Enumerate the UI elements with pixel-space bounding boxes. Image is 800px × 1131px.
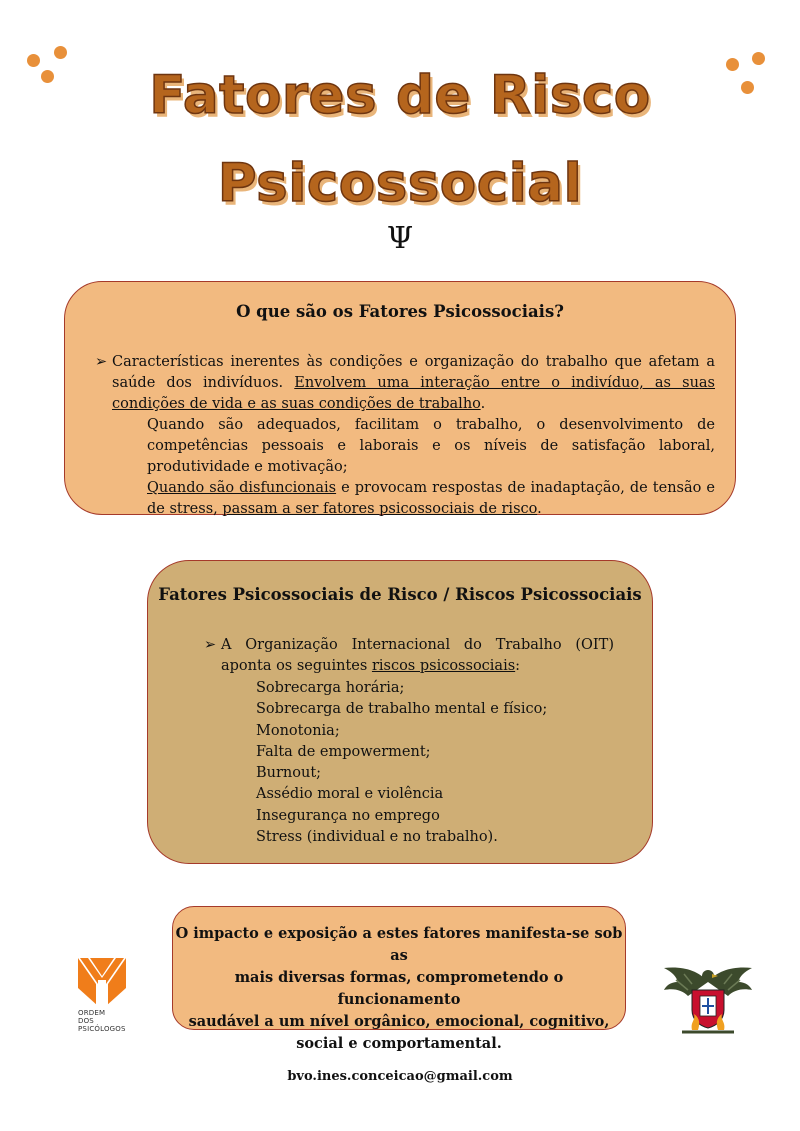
list-item: Monotonia; <box>256 722 340 739</box>
logo-line: ORDEM <box>78 1009 106 1017</box>
section-impact <box>172 906 626 1052</box>
list-item: Falta de empowerment; <box>256 743 431 760</box>
impact-line: O impacto e exposição a estes fatores manifesta-se sob as <box>175 925 623 964</box>
page-title-line-2: Psicossocial <box>217 153 583 214</box>
bullet-arrow-icon: ➢ <box>204 637 217 653</box>
contact-email: bvo.ines.conceicao@gmail.com <box>287 1069 513 1084</box>
section1-heading: O que são os Fatores Psicossociais? <box>236 302 564 321</box>
list-item: Sobrecarga horária; <box>256 680 405 696</box>
section1-p1-text: Características inerentes às condições e organização do trabalho que afetam a saúde dos indivíduos. <box>112 354 715 391</box>
list-item: Sobrecarga de trabalho mental e físico; <box>256 701 548 718</box>
section2-intro-end: : <box>515 658 521 674</box>
page-title-line-1: Fatores de Risco <box>149 65 651 126</box>
section1-p3-end: . <box>537 501 542 517</box>
psi-symbol: Ψ <box>386 221 414 256</box>
section-what-are-factors <box>64 281 736 515</box>
risk-list <box>204 678 614 848</box>
section2-intro <box>204 635 614 677</box>
section2-intro-text: A Organização Internacional do Trabalho (OIT) aponta os seguintes <box>221 637 614 674</box>
fire-brigade-crest-icon <box>662 960 754 1036</box>
section2-intro-underlined: riscos psicossociais <box>371 658 516 674</box>
list-item: Burnout; <box>256 765 322 782</box>
section1-p1-underlined: Envolvem uma interação entre o indivíduo, as suas condições de vida e as suas condições de trabalho <box>112 375 715 412</box>
section1-p3-underlined-b: passam a ser fatores psicossociais de risco <box>222 501 538 517</box>
section1-p2: Quando são adequados, facilitam o trabalho, o desenvolvimento de competências pessoais e laborais e os níveis de satisfação laboral, produtividade e motivação; <box>147 417 715 475</box>
bullet-arrow-icon: ➢ <box>95 354 108 370</box>
section1-p3 <box>95 478 715 520</box>
section2-heading: Fatores Psicossociais de Risco / Riscos Psicossociais <box>158 585 642 604</box>
section-risk-factors <box>147 560 653 864</box>
section1-bullet-paragraph <box>95 352 715 415</box>
section1-p3-underlined-a: Quando são disfuncionais <box>147 480 337 496</box>
impact-line: saudável a um nível orgânico, emocional, cognitivo, <box>188 1013 610 1030</box>
impact-text <box>173 923 625 1055</box>
ordem-psicologos-logo-text <box>78 1009 158 1033</box>
impact-line: social e comportamental. <box>296 1035 502 1052</box>
impact-line: mais diversas formas, comprometendo o funcionamento <box>234 969 564 1008</box>
list-item: Stress (individual e no trabalho). <box>256 829 498 846</box>
list-item: Insegurança no emprego <box>256 807 440 824</box>
section1-p1-end: . <box>480 396 486 412</box>
list-item: Assédio moral e violência <box>256 786 444 803</box>
logo-line: DOS <box>78 1017 94 1025</box>
logo-line: PSICÓLOGOS <box>78 1025 126 1033</box>
section1-p3-text: e provocam respostas de inadaptação, de tensão e de stress, <box>147 480 715 517</box>
